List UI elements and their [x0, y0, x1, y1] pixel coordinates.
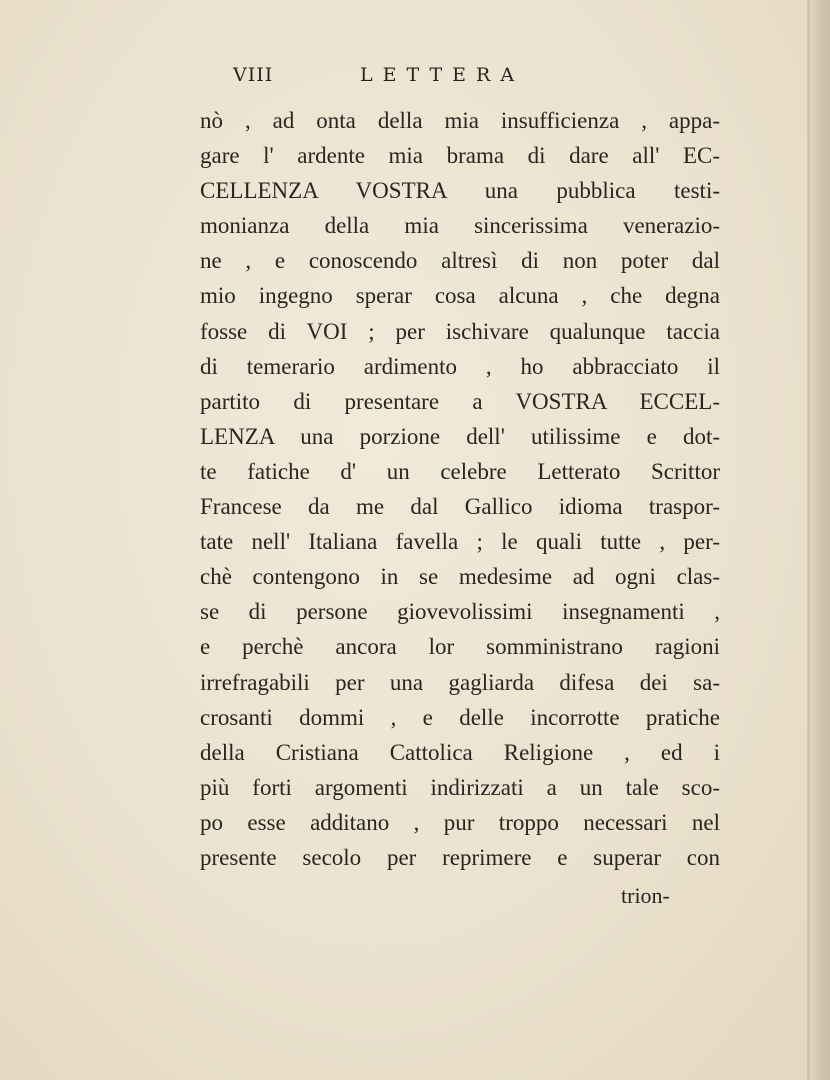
page-header — [233, 64, 613, 94]
page-number: VIII — [233, 64, 274, 86]
text-line: po esse additano , pur troppo necessari nel — [200, 809, 720, 835]
text-line: più forti argomenti indirizzati a un tale sco- — [200, 774, 720, 800]
text-line: mio ingegno sperar cosa alcuna , che degna — [200, 283, 720, 309]
text-line: se di persone giovevolissimi insegnamenti , — [200, 599, 720, 625]
text-line: Francese da me dal Gallico idioma traspor- — [200, 494, 720, 520]
body-text — [200, 103, 720, 875]
page-edge-shadow — [807, 0, 810, 1080]
text-line: LENZA una porzione dell' utilissime e dot- — [200, 423, 720, 449]
running-title: LETTERA — [360, 64, 525, 86]
text-line: partito di presentare a VOSTRA ECCEL- — [200, 388, 720, 414]
text-line: te fatiche d' un celebre Letterato Scrittor — [200, 458, 720, 484]
text-line: monianza della mia sincerissima venerazio- — [200, 213, 720, 239]
text-line: presente secolo per reprimere e superar con — [200, 844, 720, 870]
text-line: fosse di VOI ; per ischivare qualunque taccia — [200, 318, 720, 344]
text-line: e perchè ancora lor somministrano ragioni — [200, 634, 720, 660]
text-line: chè contengono in se medesime ad ogni clas- — [200, 564, 720, 590]
text-line: gare l' ardente mia brama di dare all' EC- — [200, 143, 720, 169]
text-line: irrefragabili per una gagliarda difesa dei sa- — [200, 669, 720, 695]
text-line: crosanti dommi , e delle incorrotte pratiche — [200, 704, 720, 730]
text-line: tate nell' Italiana favella ; le quali tutte , per- — [200, 529, 720, 555]
page-edge — [808, 0, 830, 1080]
text-line: CELLENZA VOSTRA una pubblica testi- — [200, 178, 720, 204]
text-line: nò , ad onta della mia insufficienza , appa- — [200, 108, 720, 133]
text-line: della Cristiana Cattolica Religione , ed i — [200, 739, 720, 765]
text-line: ne , e conoscendo altresì di non poter dal — [200, 248, 720, 274]
catchword: trion- — [621, 883, 670, 908]
text-line: di temerario ardimento , ho abbracciato il — [200, 353, 720, 379]
